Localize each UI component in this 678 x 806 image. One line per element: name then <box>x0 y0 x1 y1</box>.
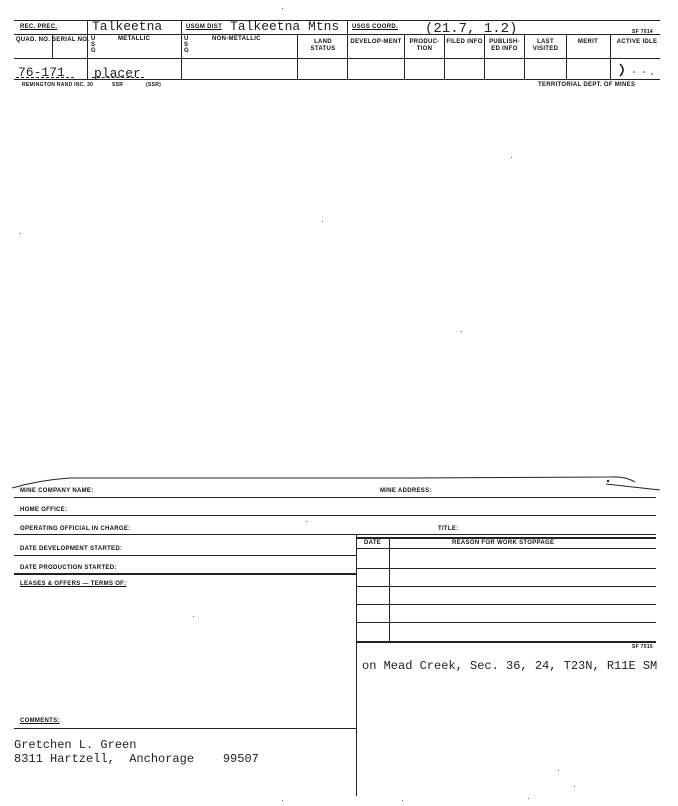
divider <box>181 20 182 79</box>
rule <box>356 604 656 605</box>
quad-value: 76-171 <box>18 65 65 80</box>
divider <box>404 34 405 79</box>
rule <box>14 728 356 729</box>
form-number: SF 7015 <box>632 644 654 650</box>
reason-col-label: REASON FOR WORK STOPPAGE <box>452 540 555 546</box>
printer-credit: REMINGTON RAND INC. 30 <box>22 82 94 88</box>
row-rule-1 <box>14 34 660 35</box>
divider <box>297 34 298 79</box>
row-rule-2 <box>14 58 660 59</box>
usgm-dist-label: USGM DIST <box>186 24 223 30</box>
mine-company-name-label: MINE COMPANY NAME: <box>20 488 94 494</box>
mine-address-label: MINE ADDRESS: <box>380 488 432 494</box>
non-metallic-label: NON-METALLIC <box>212 36 261 42</box>
divider <box>484 34 485 79</box>
rule <box>356 641 656 643</box>
metallic-value: placer <box>94 66 141 81</box>
divider <box>347 20 348 79</box>
speck <box>193 616 194 617</box>
divider <box>87 20 88 79</box>
divider <box>524 34 525 79</box>
usgs-coord-label: USGS COORD. <box>352 24 398 30</box>
rec-prec-value: Talkeetna <box>92 19 163 34</box>
divider <box>610 34 611 79</box>
serial-label: SERIAL NO. <box>52 37 90 43</box>
owner-name: Gretchen L. Green <box>14 738 137 752</box>
rule <box>356 586 656 587</box>
rule <box>356 568 656 569</box>
divider <box>444 34 445 79</box>
divider <box>566 34 567 79</box>
speck <box>20 233 21 234</box>
speck <box>511 157 512 158</box>
last-visited-label: LAST VISITED <box>532 39 559 52</box>
speck <box>558 770 559 771</box>
speck <box>282 8 283 9</box>
merit-label: MERIT <box>577 39 599 45</box>
card-edge <box>10 472 670 498</box>
rule <box>14 497 656 498</box>
operating-official-label: OPERATING OFFICIAL IN CHARGE: <box>20 526 131 532</box>
quad-underline <box>16 77 74 78</box>
speck <box>282 800 283 801</box>
footer-dept: TERRITORIAL DEPT. OF MINES <box>538 82 636 88</box>
development-label: DEVELOP-MENT <box>350 39 402 45</box>
home-office-label: HOME OFFICE: <box>20 507 68 513</box>
filed-info-label: FILED INFO <box>446 39 483 45</box>
published-info-label: PUBLISH-ED INFO <box>489 39 520 52</box>
date-col-divider <box>389 537 390 641</box>
speck <box>402 800 403 801</box>
production-label: PRODUC-TION <box>409 39 440 52</box>
printer-code-2: (SSR) <box>146 82 162 88</box>
owner-address: 8311 Hartzell, Anchorage 99507 <box>14 752 259 766</box>
speck <box>461 331 462 332</box>
rule <box>14 534 656 535</box>
comments-label: COMMENTS: <box>20 718 60 724</box>
metallic-label: METALLIC <box>118 36 151 42</box>
location-note: on Mead Creek, Sec. 36, 24, T23N, R11E SM <box>362 659 658 673</box>
rule <box>14 573 356 575</box>
speck <box>322 221 323 222</box>
active-idle-label: ACTIVE IDLE <box>616 39 658 45</box>
date-dev-started-label: DATE DEVELOPMENT STARTED: <box>20 546 123 552</box>
usgm-metallic-prefix: U S G <box>91 36 96 54</box>
printer-code-1: SSR <box>112 82 124 88</box>
rule <box>14 555 356 556</box>
speck <box>528 798 529 799</box>
leases-label: LEASES & OFFERS — TERMS OF: <box>20 581 127 587</box>
speck <box>574 786 575 787</box>
date-prod-started-label: DATE PRODUCTION STARTED: <box>20 565 117 571</box>
usgm-nonmetallic-prefix: U S G <box>184 36 189 54</box>
form-number: SF 7014 <box>632 29 654 35</box>
title-label: TITLE: <box>438 526 459 532</box>
active-idle-mark <box>614 62 660 82</box>
rec-prec-label: REC. PREC. <box>20 24 58 30</box>
metallic-underline <box>92 77 144 78</box>
speck <box>306 521 307 522</box>
rule <box>14 515 656 516</box>
land-status-label: LAND STATUS <box>310 39 336 52</box>
column-divider <box>356 534 357 796</box>
date-col-label: DATE <box>364 540 382 546</box>
rule <box>356 548 656 549</box>
usgs-coord-value: (21.7, 1.2) <box>425 21 518 37</box>
rule <box>356 622 656 623</box>
usgm-dist-value: Talkeetna Mtns <box>230 19 340 34</box>
rule <box>356 537 656 539</box>
quad-label: QUAD. NO. <box>15 37 51 43</box>
